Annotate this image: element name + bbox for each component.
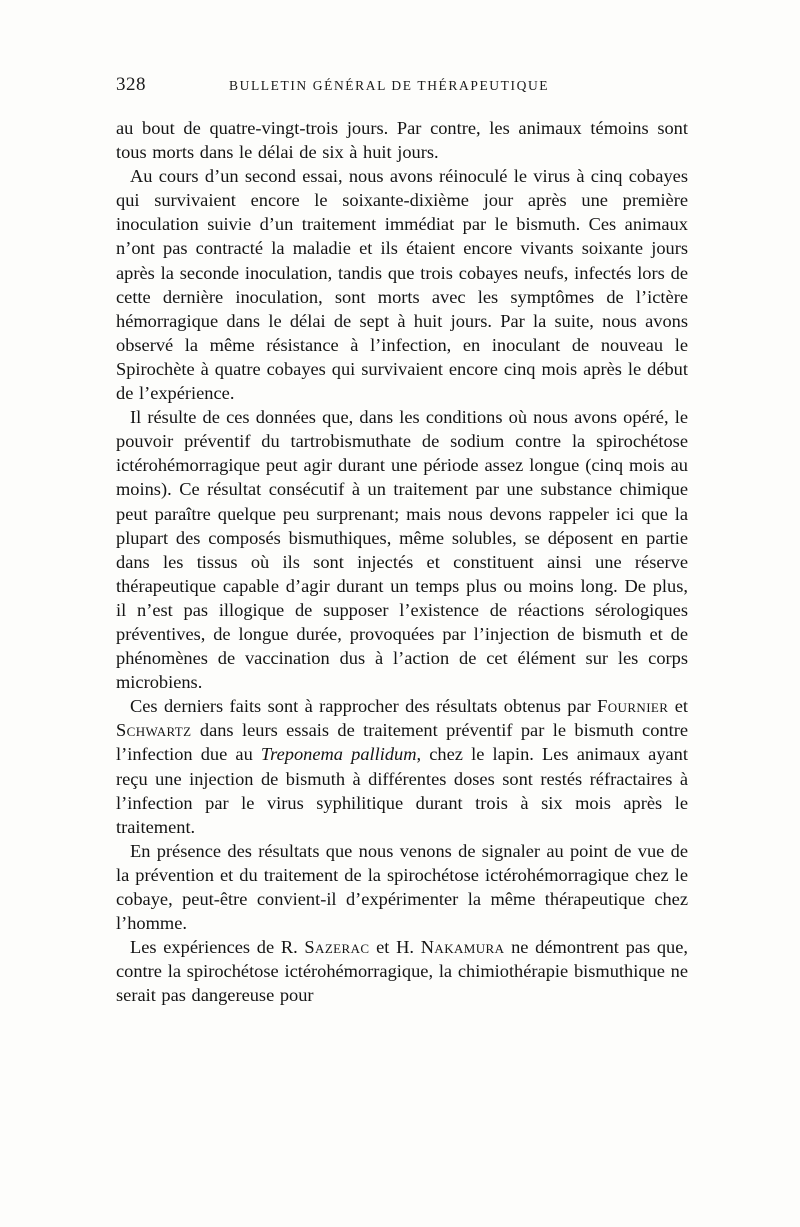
running-title: BULLETIN GÉNÉRAL DE THÉRAPEUTIQUE [229,78,550,93]
paragraph-text-segment: Ces derniers faits sont à rapprocher des résultats obtenus par [130,696,598,717]
paragraph [116,405,688,694]
paragraph [116,935,688,1007]
paragraph-text-segment: et H. [369,937,421,958]
species-name: Treponema pallidum [260,744,417,765]
author-name: Fournier [597,696,669,717]
paragraph-text: au bout de quatre-vingt-trois jours. Par contre, les animaux témoins sont tous morts dans le délai de six à huit jours. [116,118,688,163]
paragraph [116,694,688,839]
body-text [116,116,688,1007]
paragraph [116,164,688,405]
paragraph-text: Au cours d’un second essai, nous avons réinoculé le virus à cinq cobayes qui survivaient encore le soixante-dixième jour après une première inoculation suivie d’un traitement immédiat par le bismuth. Ces animaux n’ont pas contracté la maladie et ils étaient encore vivants soixante jours après la seconde inoculation, tandis que trois cobayes neufs, infectés lors de cette dernière inoculation, sont morts avec les symptômes de l’ictère hémorragique dans le délai de sept à huit jours. Par la suite, nous avons observé la même résistance à l’infection, en inoculant de nouveau le Spirochète à quatre cobayes qui survivaient encore cinq mois après le début de l’expérience. [116,166,688,404]
author-name: Schwartz [116,720,192,741]
paragraph-text-segment: dans leurs essais de traitement préventif par le bismuth contre l’infection due au [116,720,688,765]
paragraph-text-segment: ne démontrent pas que, contre la spirochétose ictérohémorragique, la chimiothérapie bismuthique ne serait pas dangereuse pour [116,937,688,1006]
author-name: Sazerac [304,937,370,958]
page-number: 328 [116,74,146,95]
paragraph [116,116,688,164]
author-name: Nakamura [420,937,505,958]
paragraph-text: En présence des résultats que nous venons de signaler au point de vue de la prévention et du traitement de la spirochétose ictérohémorragique chez le cobaye, peut-être convient-il d’expérimenter la même thérapeutique chez l’homme. [116,840,688,934]
paragraph-text-segment: Les expériences de R. [130,937,305,958]
paragraph [116,839,688,935]
paragraph-text-segment: et [668,696,689,717]
paragraph-text-segment: , chez le lapin. Les animaux ayant reçu une injection de bismuth à différentes doses sont restés réfractaires à l’infection par le virus syphilitique durant trois à six mois après le traitement. [116,744,688,837]
paragraph-text: Il résulte de ces données que, dans les conditions où nous avons opéré, le pouvoir préventif du tartrobismuthate de sodium contre la spirochétose ictérohémorragique peut agir durant une période assez longue (cinq mois au moins). Ce résultat consécutif à un traitement par une substance chimique peut paraître quelque peu surprenant; mais nous devons rappeler ici que la plupart des composés bismuthiques, même solubles, se déposent en partie dans les tissus où ils sont injectés et constituent ainsi une réserve thérapeutique capable d’agir durant un temps plus ou moins long. De plus, il n’est pas illogique de supposer l’existence de réactions sérologiques préventives, de longue durée, provoquées par l’injection de bismuth et de phénomènes de vaccination dus à l’action de cet élément sur les corps microbiens. [116,407,688,693]
page-header [116,74,688,100]
